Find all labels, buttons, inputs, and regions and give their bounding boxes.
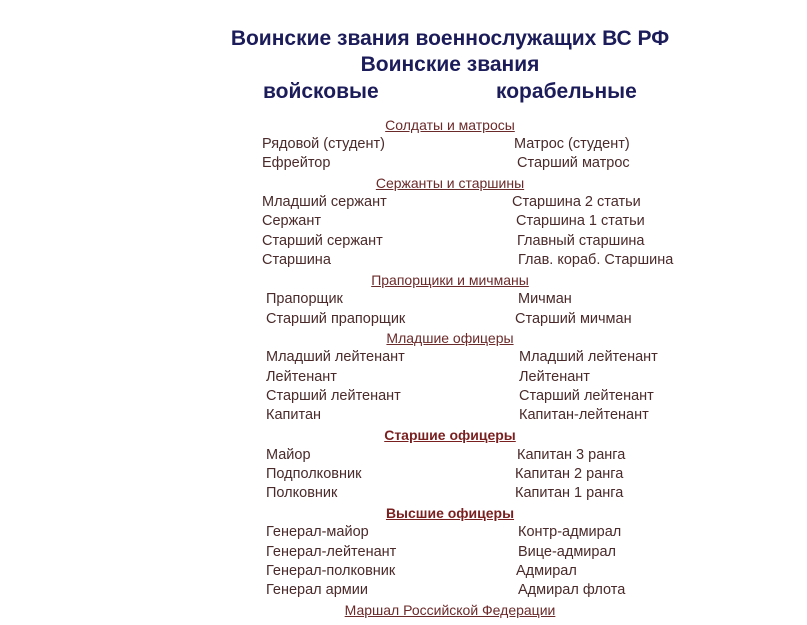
army-rank: Генерал-майор	[266, 524, 369, 540]
navy-rank: Адмирал	[516, 563, 577, 579]
army-rank: Прапорщик	[266, 291, 343, 307]
navy-rank: Старший матрос	[517, 155, 630, 171]
army-rank: Подполковник	[266, 466, 362, 482]
navy-rank: Младший лейтенант	[519, 349, 658, 365]
navy-rank: Контр-адмирал	[518, 524, 622, 540]
army-rank: Генерал-полковник	[266, 563, 396, 579]
navy-rank: Старший мичман	[515, 311, 632, 327]
navy-rank: Глав. кораб. Старшина	[518, 252, 674, 268]
section-heading: Прапорщики и мичманы	[371, 272, 529, 288]
navy-rank: Мичман	[518, 291, 572, 307]
army-rank: Рядовой (студент)	[262, 136, 385, 152]
army-rank: Сержант	[262, 213, 322, 229]
army-rank: Генерал-лейтенант	[266, 544, 397, 560]
navy-rank: Главный старшина	[517, 233, 645, 249]
footer-marshal: Маршал Российской Федерации	[344, 602, 556, 618]
section-heading: Высшие офицеры	[385, 505, 515, 521]
navy-rank: Вице-адмирал	[518, 544, 616, 560]
column-header-army: войсковые	[263, 80, 379, 103]
army-rank: Майор	[266, 447, 311, 463]
navy-rank: Адмирал флота	[518, 582, 626, 598]
section-heading: Солдаты и матросы	[385, 117, 515, 133]
army-rank: Старшина	[262, 252, 331, 268]
army-rank: Генерал армии	[266, 582, 368, 598]
army-rank: Ефрейтор	[262, 155, 331, 171]
army-rank: Полковник	[266, 485, 338, 501]
page-title: Воинские звания военнослужащих ВС РФ	[230, 27, 670, 50]
army-rank: Старший прапорщик	[266, 311, 406, 327]
section-heading: Сержанты и старшины	[375, 175, 525, 191]
navy-rank: Капитан 1 ранга	[515, 485, 624, 501]
section-heading: Младшие офицеры	[386, 330, 514, 346]
navy-rank: Старшина 2 статьи	[512, 194, 641, 210]
army-rank: Старший сержант	[262, 233, 383, 249]
navy-rank: Капитан-лейтенант	[519, 407, 649, 423]
navy-rank: Капитан 2 ранга	[515, 466, 624, 482]
army-rank: Старший лейтенант	[266, 388, 401, 404]
navy-rank: Матрос (студент)	[514, 136, 630, 152]
navy-rank: Лейтенант	[519, 369, 590, 385]
navy-rank: Старшина 1 статьи	[516, 213, 645, 229]
column-header-navy: корабельные	[496, 80, 637, 103]
army-rank: Лейтенант	[266, 369, 337, 385]
navy-rank: Капитан 3 ранга	[517, 447, 626, 463]
army-rank: Младший сержант	[262, 194, 387, 210]
section-heading: Старшие офицеры	[384, 427, 516, 443]
army-rank: Капитан	[266, 407, 322, 423]
army-rank: Младший лейтенант	[266, 349, 405, 365]
page-subtitle: Воинские звания	[360, 53, 540, 76]
navy-rank: Старший лейтенант	[519, 388, 654, 404]
